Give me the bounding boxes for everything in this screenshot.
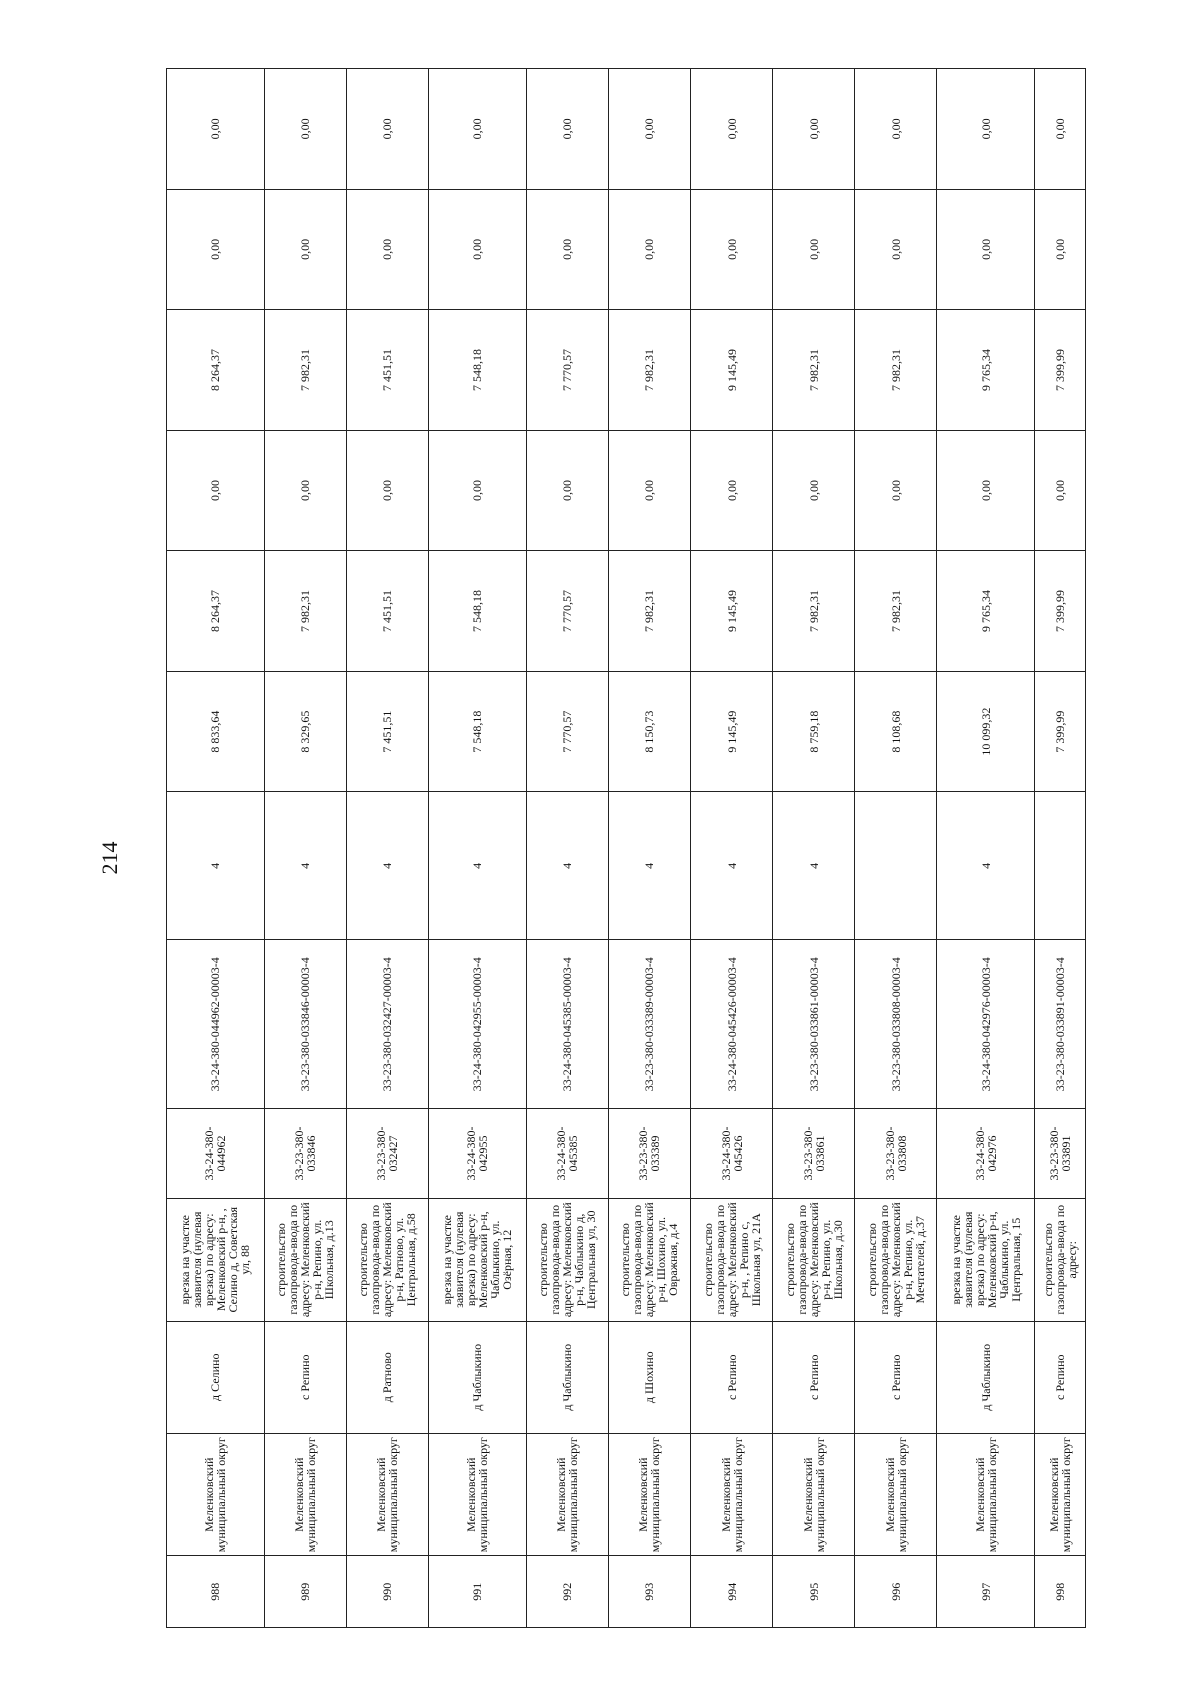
value-2-cell: 7 982,31 (855, 551, 937, 672)
value-2-cell: 7 548,18 (428, 551, 526, 672)
value-4-cell: 7 982,31 (855, 310, 937, 431)
category-cell (855, 792, 937, 940)
value-4-cell: 7 770,57 (526, 310, 608, 431)
work-description-cell: строительство газопровода-ввода по адресу: Меленковский р-н, Чаблыкино д, Центральная ул, 30 (526, 1198, 608, 1321)
value-5-cell: 0,00 (855, 189, 937, 310)
value-4-cell: 9 145,49 (690, 310, 772, 431)
value-4-cell: 7 451,51 (346, 310, 428, 431)
value-1-cell: 10 099,32 (937, 671, 1035, 792)
value-5-cell: 0,00 (937, 189, 1035, 310)
value-5-cell: 0,00 (690, 189, 772, 310)
value-1-cell: 7 451,51 (346, 671, 428, 792)
table-row (690, 69, 772, 1628)
row-number-cell: 996 (855, 1556, 937, 1628)
value-5-cell: 0,00 (526, 189, 608, 310)
locality-cell: д Селино (167, 1321, 265, 1433)
row-number-cell: 997 (937, 1556, 1035, 1628)
value-6-cell: 0,00 (773, 69, 855, 190)
locality-cell: с Репино (855, 1321, 937, 1433)
value-3-cell: 0,00 (937, 430, 1035, 551)
table-body (167, 69, 1086, 1628)
value-5-cell: 0,00 (608, 189, 690, 310)
value-4-cell: 7 982,31 (608, 310, 690, 431)
work-description-cell: строительство газопровода-ввода по адресу: Меленковский р-н, Репино, ул. Мечтателей, д.37 (855, 1198, 937, 1321)
cadastral-quarter-cell: 33-23-380-032427 (346, 1109, 428, 1199)
row-number-cell: 991 (428, 1556, 526, 1628)
value-3-cell: 0,00 (773, 430, 855, 551)
page-number: 214 (97, 841, 122, 875)
work-description-cell: строительство газопровода-ввода по адресу: Меленковский р-н, Шохино, ул. Овражная, д.4 (608, 1198, 690, 1321)
category-cell: 4 (264, 792, 346, 940)
row-number-cell: 992 (526, 1556, 608, 1628)
cadastral-quarter-cell: 33-23-380-033846 (264, 1109, 346, 1199)
value-1-cell: 8 833,64 (167, 671, 265, 792)
locality-cell: с Репино (690, 1321, 772, 1433)
work-description-cell: строительство газопровода-ввода по адресу: Меленковский р-н, Ратново, ул. Центральная, д.58 (346, 1198, 428, 1321)
value-6-cell: 0,00 (346, 69, 428, 190)
row-number-cell: 989 (264, 1556, 346, 1628)
locality-cell: д Чаблыкино (428, 1321, 526, 1433)
cadastral-quarter-cell: 33-23-380-033808 (855, 1109, 937, 1199)
value-3-cell: 0,00 (167, 430, 265, 551)
locality-cell: с Репино (264, 1321, 346, 1433)
value-1-cell: 9 145,49 (690, 671, 772, 792)
value-2-cell: 7 399,99 (1035, 551, 1086, 672)
category-cell: 4 (526, 792, 608, 940)
value-6-cell: 0,00 (608, 69, 690, 190)
cadastral-quarter-cell: 33-24-380-045426 (690, 1109, 772, 1199)
application-number-cell: 33-23-380-033808-00003-4 (855, 940, 937, 1109)
value-2-cell: 9 765,34 (937, 551, 1035, 672)
value-1-cell: 8 108,68 (855, 671, 937, 792)
value-1-cell: 7 548,18 (428, 671, 526, 792)
value-4-cell: 7 982,31 (773, 310, 855, 431)
application-number-cell: 33-24-380-042955-00003-4 (428, 940, 526, 1109)
work-description-cell: строительство газопровода-ввода по адресу: Меленковский р-н, Репино, ул. Школьная, д.30 (773, 1198, 855, 1321)
cadastral-quarter-cell: 33-23-380-033861 (773, 1109, 855, 1199)
category-cell (1035, 792, 1086, 940)
value-5-cell: 0,00 (428, 189, 526, 310)
application-number-cell: 33-23-380-033861-00003-4 (773, 940, 855, 1109)
locality-cell: д Чаблыкино (526, 1321, 608, 1433)
cadastral-quarter-cell: 33-23-380-033389 (608, 1109, 690, 1199)
value-3-cell: 0,00 (346, 430, 428, 551)
row-number-cell: 988 (167, 1556, 265, 1628)
value-1-cell: 8 759,18 (773, 671, 855, 792)
value-6-cell: 0,00 (526, 69, 608, 190)
application-number-cell: 33-23-380-033846-00003-4 (264, 940, 346, 1109)
value-1-cell: 8 329,65 (264, 671, 346, 792)
work-description-cell: врезка на участке заявителя (нулевая врезка) по адресу: Меленковский р-н, , Селино д, Советская ул, 88 (167, 1198, 265, 1321)
value-4-cell: 7 982,31 (264, 310, 346, 431)
row-number-cell: 998 (1035, 1556, 1086, 1628)
value-2-cell: 7 982,31 (264, 551, 346, 672)
row-number-cell: 993 (608, 1556, 690, 1628)
value-4-cell: 7 548,18 (428, 310, 526, 431)
value-6-cell: 0,00 (855, 69, 937, 190)
value-3-cell: 0,00 (690, 430, 772, 551)
cadastral-quarter-cell: 33-24-380-042955 (428, 1109, 526, 1199)
district-cell: Меленковский муниципальный округ (690, 1433, 772, 1556)
value-4-cell: 7 399,99 (1035, 310, 1086, 431)
locality-cell: с Репино (773, 1321, 855, 1433)
table-row (428, 69, 526, 1628)
work-description-cell: врезка на участке заявителя (нулевая врезка) по адресу: Меленковский р-н, Чаблыкино, ул. Центральная, 15 (937, 1198, 1035, 1321)
table-row (855, 69, 937, 1628)
value-5-cell: 0,00 (773, 189, 855, 310)
district-cell: Меленковский муниципальный округ (773, 1433, 855, 1556)
application-number-cell: 33-23-380-033389-00003-4 (608, 940, 690, 1109)
locality-cell: с Репино (1035, 1321, 1086, 1433)
value-2-cell: 7 451,51 (346, 551, 428, 672)
application-number-cell: 33-23-380-033891-00003-4 (1035, 940, 1086, 1109)
value-1-cell: 7 770,57 (526, 671, 608, 792)
value-2-cell: 7 982,31 (608, 551, 690, 672)
work-description-cell: строительство газопровода-ввода по адресу: (1035, 1198, 1086, 1321)
locality-cell: д Шохино (608, 1321, 690, 1433)
value-4-cell: 8 264,37 (167, 310, 265, 431)
table-row (526, 69, 608, 1628)
row-number-cell: 990 (346, 1556, 428, 1628)
row-number-cell: 995 (773, 1556, 855, 1628)
district-cell: Меленковский муниципальный округ (264, 1433, 346, 1556)
value-3-cell: 0,00 (526, 430, 608, 551)
value-6-cell: 0,00 (937, 69, 1035, 190)
value-5-cell: 0,00 (264, 189, 346, 310)
register-table (166, 68, 1086, 1628)
cadastral-quarter-cell: 33-24-380-045385 (526, 1109, 608, 1199)
table-row (608, 69, 690, 1628)
category-cell: 4 (167, 792, 265, 940)
table-row (1035, 69, 1086, 1628)
district-cell: Меленковский муниципальный округ (346, 1433, 428, 1556)
value-3-cell: 0,00 (428, 430, 526, 551)
district-cell: Меленковский муниципальный округ (937, 1433, 1035, 1556)
category-cell: 4 (346, 792, 428, 940)
value-2-cell: 8 264,37 (167, 551, 265, 672)
table-row (346, 69, 428, 1628)
value-1-cell: 7 399,99 (1035, 671, 1086, 792)
value-2-cell: 7 770,57 (526, 551, 608, 672)
work-description-cell: строительство газопровода-ввода по адресу: Меленковский р-н, , Репино с, Школьная ул, 21А (690, 1198, 772, 1321)
rotated-table-wrapper (166, 68, 1086, 1628)
value-6-cell: 0,00 (167, 69, 265, 190)
value-6-cell: 0,00 (1035, 69, 1086, 190)
value-4-cell: 9 765,34 (937, 310, 1035, 431)
application-number-cell: 33-24-380-042976-00003-4 (937, 940, 1035, 1109)
value-2-cell: 9 145,49 (690, 551, 772, 672)
table-row (773, 69, 855, 1628)
district-cell: Меленковский муниципальный округ (526, 1433, 608, 1556)
application-number-cell: 33-24-380-045385-00003-4 (526, 940, 608, 1109)
work-description-cell: строительство газопровода-ввода по адресу: Меленковский р-н, Репино, ул. Школьная, д.13 (264, 1198, 346, 1321)
application-number-cell: 33-24-380-045426-00003-4 (690, 940, 772, 1109)
district-cell: Меленковский муниципальный округ (855, 1433, 937, 1556)
work-description-cell: врезка на участке заявителя (нулевая врезка) по адресу: Меленковский р-н, Чаблыкино, ул. Озёрная, 12 (428, 1198, 526, 1321)
district-cell: Меленковский муниципальный округ (428, 1433, 526, 1556)
district-cell: Меленковский муниципальный округ (167, 1433, 265, 1556)
application-number-cell: 33-24-380-044962-00003-4 (167, 940, 265, 1109)
value-3-cell: 0,00 (264, 430, 346, 551)
category-cell: 4 (690, 792, 772, 940)
cadastral-quarter-cell: 33-23-380-033891 (1035, 1109, 1086, 1199)
row-number-cell: 994 (690, 1556, 772, 1628)
value-6-cell: 0,00 (690, 69, 772, 190)
district-cell: Меленковский муниципальный округ (608, 1433, 690, 1556)
locality-cell: д Чаблыкино (937, 1321, 1035, 1433)
value-3-cell: 0,00 (855, 430, 937, 551)
value-5-cell: 0,00 (167, 189, 265, 310)
value-2-cell: 7 982,31 (773, 551, 855, 672)
table-row (264, 69, 346, 1628)
category-cell: 4 (937, 792, 1035, 940)
value-1-cell: 8 150,73 (608, 671, 690, 792)
table-row (937, 69, 1035, 1628)
cadastral-quarter-cell: 33-24-380-042976 (937, 1109, 1035, 1199)
value-3-cell: 0,00 (608, 430, 690, 551)
value-5-cell: 0,00 (1035, 189, 1086, 310)
cadastral-quarter-cell: 33-24-380-044962 (167, 1109, 265, 1199)
table-row (167, 69, 265, 1628)
category-cell: 4 (773, 792, 855, 940)
value-6-cell: 0,00 (264, 69, 346, 190)
category-cell: 4 (608, 792, 690, 940)
value-3-cell: 0,00 (1035, 430, 1086, 551)
value-5-cell: 0,00 (346, 189, 428, 310)
district-cell: Меленковский муниципальный округ (1035, 1433, 1086, 1556)
value-6-cell: 0,00 (428, 69, 526, 190)
locality-cell: д Ратново (346, 1321, 428, 1433)
application-number-cell: 33-23-380-032427-00003-4 (346, 940, 428, 1109)
category-cell: 4 (428, 792, 526, 940)
